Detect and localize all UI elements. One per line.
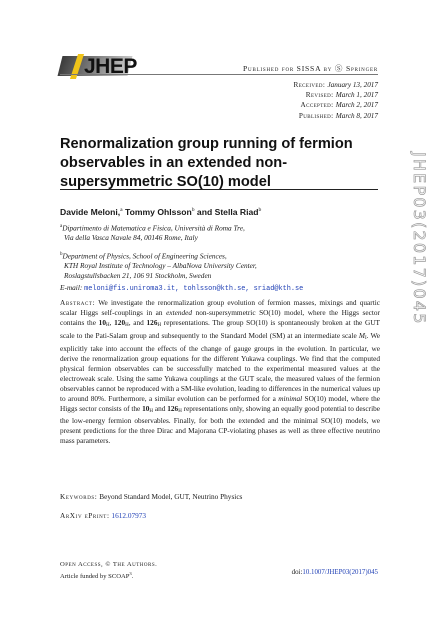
- funding-line: Article funded by SCOAP$^3$.: [60, 570, 134, 580]
- journal-logo: [60, 54, 150, 80]
- header-rule: [60, 74, 378, 75]
- author-name: Davide Meloni,: [60, 207, 121, 217]
- affiliation-a: $^a$Dipartimento di Matematica e Fisica, Università di Roma Tre, Via della Vasca Navale 84, 00146 Rome, Italy: [60, 223, 245, 243]
- logo-text: JHEP: [84, 55, 137, 78]
- email-label: E-mail:: [60, 283, 83, 292]
- date-revised: Revised: March 1, 2017: [305, 91, 378, 100]
- keywords-heading: Keywords:: [60, 492, 98, 501]
- date-published: Published: March 8, 2017: [298, 111, 378, 120]
- date-received: Received: January 13, 2017: [293, 81, 378, 89]
- author-affil-mark: b: [258, 207, 262, 214]
- abstract-heading: Abstract:: [60, 298, 96, 307]
- arxiv-id-link[interactable]: 1612.07973: [111, 511, 147, 520]
- side-identifier: [380, 150, 430, 450]
- author-affil-mark: a: [120, 207, 123, 214]
- publication-dates: [294, 80, 379, 121]
- author-affil-mark: b: [191, 207, 195, 214]
- arxiv-heading: ArXiv ePrint:: [60, 511, 110, 520]
- publisher-line: Published for SISSA by Ⓢ Springer: [243, 64, 378, 73]
- doi-line: doi:10.1007/JHEP03(2017)045: [291, 569, 378, 576]
- arxiv-eprint: [60, 511, 146, 520]
- doi-link[interactable]: 10.1007/JHEP03(2017)045: [302, 569, 378, 576]
- abstract: Abstract: We investigate the renormalization group evolution of fermion masses, mixings and quartic scalar Higgs self-couplings in an extended non-supersymmetric SO(10) model, where the Higgs sector contains the $10_H$, $120_H$, and $126_H$ representations. The group SO(10) is spontaneously broken at the GUT scale to the Pati-Salam group and subsequently to the Standard Model (SM) at an intermediate scale $M_I$. We explicitly take into account the effects of the change of gauge groups in the evolution. In particular, we derive the renormalization group equations for the different Yukawa couplings. We find that the computed physical fermion observables can be successfully matched to the experimental measured values at the electroweak scale. Using the same Yukawa couplings at the GUT scale, the measured values of the fermion observables cannot be reproduced with a SM-like evolution, leading to differences in the numerical values up to around 80%. Furthermore, a similar evolution can be performed for a minimal SO(10) model, where the Higgs sector consists of the $10_H$ and $126_H$ representations only, showing an equally good potential to describe the low-energy fermion observables. Finally, for both the extended and the minimal SO(10) models, we present predictions for the three Dirac and Majorana CP-violating phases as well as three effective neutrino mass parameters.: [60, 298, 381, 446]
- author-list: [60, 207, 261, 217]
- open-access-note: [60, 561, 157, 581]
- keywords-text: Beyond Standard Model, GUT, Neutrino Physics: [97, 492, 243, 501]
- paper-title: Renormalization group running of fermion observables in an extended non-supersymmetric SO(10) model: [60, 136, 353, 190]
- date-accepted: Accepted: March 2, 2017: [300, 101, 378, 110]
- email-addresses-link[interactable]: meloni@fis.uniroma3.it, tohlsson@kth.se, sriad@kth.se: [84, 285, 304, 293]
- title-rule: [60, 189, 378, 190]
- open-access-line: Open Access, © The Authors.: [60, 561, 158, 568]
- side-identifier-text: JHEP03(2017)045: [410, 152, 429, 326]
- author-name: Tommy Ohlsson: [122, 207, 192, 217]
- affiliation-b: $^b$Department of Physics, School of Engineering Sciences, KTH Royal Institute of Technology – AlbaNova University Center, Roslagstullsbacken 21, 106 91 Stockholm, Sweden: [60, 251, 257, 281]
- email-line: [60, 283, 303, 293]
- keywords: [60, 492, 242, 501]
- author-name: and Stella Riad: [194, 207, 259, 217]
